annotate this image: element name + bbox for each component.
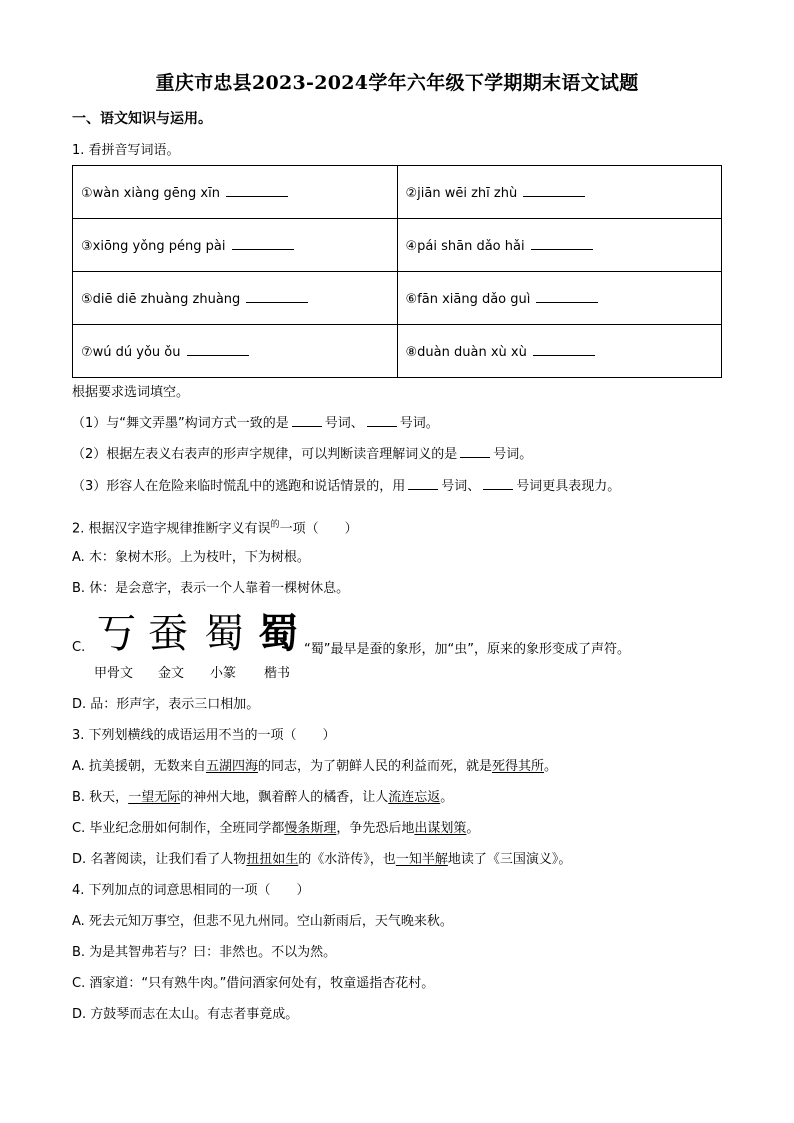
underlined-idiom: 流连忘返 (388, 790, 441, 805)
glyph-label: 甲骨文 (94, 666, 134, 681)
answer-blank[interactable] (533, 343, 595, 356)
pinyin-text: ①wàn xiàng gēng xīn (81, 185, 220, 201)
underlined-idiom: 出谋划策 (414, 821, 467, 836)
pinyin-cell[interactable] (397, 272, 722, 325)
answer-blank[interactable] (483, 477, 513, 490)
answer-blank[interactable] (523, 184, 585, 197)
pinyin-cell[interactable] (73, 219, 398, 272)
answer-blank[interactable] (408, 477, 438, 490)
q2-option-c-text: “蜀”最早是蚕的象形，加“虫”，原来的象形变成了声符。 (304, 642, 630, 657)
q3-text: A. 抗美援朝，无数来自 (72, 759, 206, 774)
underlined-idiom: 五湖四海 (205, 759, 258, 774)
pinyin-text: ⑦wú dú yǒu ǒu (81, 344, 181, 360)
q2-option-a[interactable]: A. 木：象树木形。上为枝叶，下为树根。 (72, 550, 310, 565)
oracle-bone-glyph: 丂 (96, 611, 136, 657)
answer-blank[interactable] (232, 237, 294, 250)
q1-sub3-text: 号词更具表现力。 (516, 479, 621, 494)
q2-option-c[interactable] (72, 612, 732, 682)
q3-prompt: 3. 下列划横线的成语运用不当的一项（ ） (72, 728, 336, 743)
pinyin-cell[interactable] (73, 325, 398, 378)
q4-prompt: 4. 下列加点的词意思相同的一项（ ） (72, 883, 310, 898)
pinyin-text: ⑤diē diē zhuàng zhuàng (81, 291, 241, 307)
glyph-label: 楷书 (264, 666, 291, 681)
q3-text: 的神州大地，飘着醉人的橘香，让人 (180, 790, 389, 805)
pinyin-text: ⑧duàn duàn xù xù (405, 344, 527, 360)
q3-text: D. 名著阅读，让我们看了人物 (72, 852, 247, 867)
q3-text: 的《水浒传》，也 (298, 852, 396, 867)
bronze-glyph: 蚕 (148, 611, 188, 657)
q2-prompt-text: 一项（ ） (279, 521, 358, 537)
q1-sub2-text: 号词。 (493, 447, 533, 462)
q3-text: 地读了《三国演义》。 (447, 852, 572, 867)
q2-option-d[interactable]: D. 品：形声字，表示三口相加。 (72, 697, 260, 712)
pinyin-cell[interactable] (73, 166, 398, 219)
underlined-idiom: 死得其所 (491, 759, 544, 774)
pinyin-text: ②jiān wēi zhī zhù (405, 185, 518, 201)
q3-text: B. 秋天， (72, 790, 129, 805)
answer-blank[interactable] (367, 414, 397, 427)
seal-glyph: 蜀 (204, 611, 244, 657)
q1-sub1-text: （1）与“舞文弄墨”构词方式一致的是 (72, 416, 289, 431)
q4-option-b[interactable]: B. 为是其智弗若与？曰：非然也。不以为然。 (72, 945, 337, 960)
q4-option-d[interactable]: D. 方鼓琴而志在太山。有志者事竟成。 (72, 1007, 299, 1022)
answer-blank[interactable] (292, 414, 322, 427)
q3-option-d[interactable] (72, 851, 571, 869)
q3-text: 。 (466, 821, 480, 836)
answer-blank[interactable] (187, 343, 249, 356)
q1-prompt: 1. 看拼音写词语。 (72, 143, 180, 158)
pinyin-cell[interactable] (73, 272, 398, 325)
pinyin-text: ⑥fān xiāng dǎo guì (405, 291, 531, 307)
q2-prompt-text: 2. 根据汉字造字规律推断字义有误 (72, 521, 271, 537)
q3-option-a[interactable] (72, 758, 557, 776)
pinyin-cell[interactable] (397, 219, 722, 272)
pinyin-cell[interactable] (397, 166, 722, 219)
section-heading: 一、语文知识与运用。 (72, 111, 212, 127)
q3-option-b[interactable] (72, 789, 453, 807)
underlined-idiom: 慢条斯理 (284, 821, 337, 836)
q2-option-b[interactable]: B. 休：是会意字，表示一个人靠着一棵树休息。 (72, 581, 350, 596)
q3-text: C. 毕业纪念册如何制作，全班同学都 (72, 821, 285, 836)
q1-sub3-text: 号词、 (441, 479, 481, 494)
q1-sub2-text: （2）根据左表义右表声的形声字规律，可以判断读音理解词义的是 (72, 447, 458, 462)
q1-sub3-text: （3）形容人在危险来临时慌乱中的逃跑和说话情景的，用 (72, 479, 406, 494)
q1-sub2 (72, 445, 532, 464)
q2-prompt-mark: 的 (270, 520, 280, 530)
answer-blank[interactable] (531, 237, 593, 250)
q4-option-a[interactable]: A. 死去元知万事空，但悲不见九州同。空山新雨后，天气晚来秋。 (72, 914, 453, 929)
pinyin-text: ③xiōng yǒng péng pài (81, 238, 226, 254)
q3-text: 的同志，为了朝鲜人民的利益而死，就是 (257, 759, 492, 774)
q4-option-c[interactable]: C. 酒家道：“只有熟牛肉。”借问酒家何处有，牧童遥指杏花村。 (72, 976, 435, 991)
answer-blank[interactable] (536, 290, 598, 303)
glyph-label: 金文 (158, 666, 185, 681)
q3-option-c[interactable] (72, 820, 479, 838)
q3-text: 。 (440, 790, 454, 805)
q1-sub1-text: 号词。 (399, 416, 439, 431)
pinyin-text: ④pái shān dǎo hǎi (405, 238, 525, 254)
q1-sub3 (72, 477, 620, 496)
pinyin-cell[interactable] (397, 325, 722, 378)
q3-text: ，争先恐后地 (336, 821, 415, 836)
answer-blank[interactable] (246, 290, 308, 303)
answer-blank[interactable] (226, 184, 288, 197)
q1-sub1 (72, 414, 439, 433)
page-title: 重庆市忠县2023-2024学年六年级下学期期末语文试题 (155, 72, 639, 94)
q1-instruction: 根据要求选词填空。 (72, 385, 190, 400)
underlined-idiom: 一望无际 (128, 790, 181, 805)
answer-blank[interactable] (460, 445, 490, 458)
q1-sub1-text: 号词、 (324, 416, 364, 431)
regular-script-glyph: 蜀 (258, 610, 298, 657)
q2-option-c-letter: C. (72, 640, 86, 655)
pinyin-table (72, 165, 722, 378)
underlined-idiom: 扭扭如生 (246, 852, 299, 867)
q3-text: 。 (543, 759, 557, 774)
q2-prompt (72, 516, 358, 538)
underlined-idiom: 一知半解 (395, 852, 448, 867)
glyph-label: 小篆 (210, 666, 237, 681)
